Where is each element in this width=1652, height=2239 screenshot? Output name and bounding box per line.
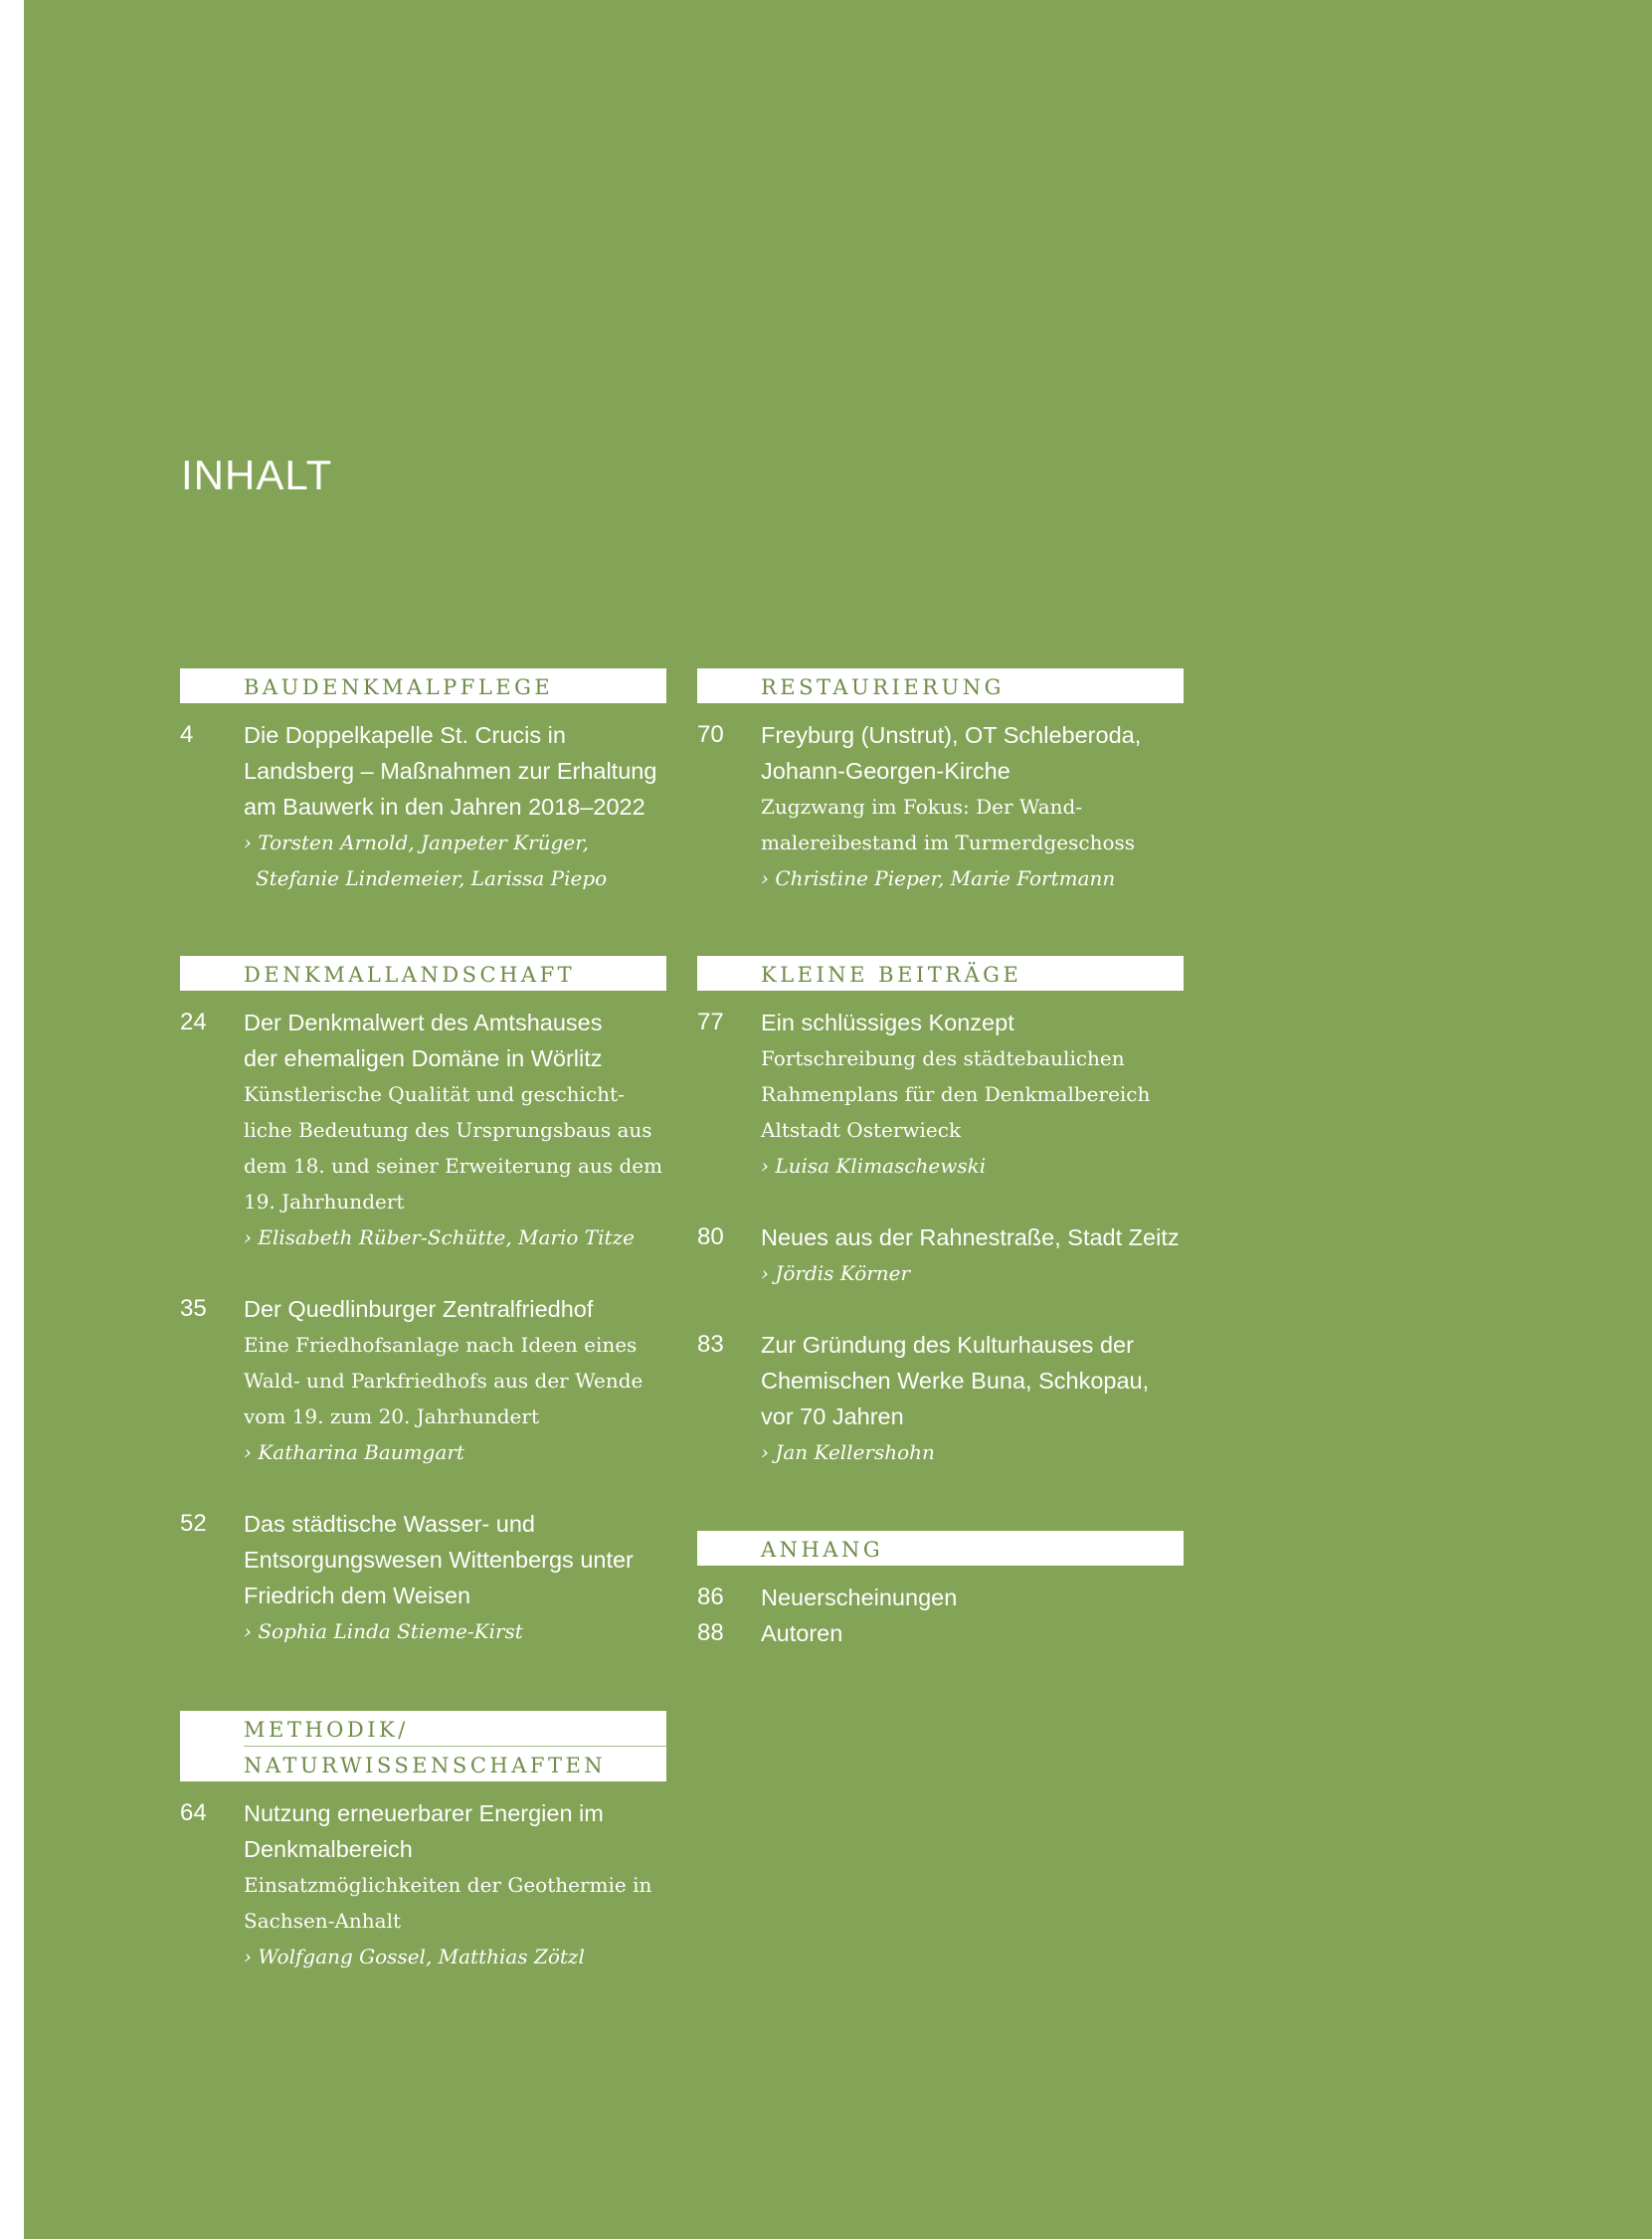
entry-title-line: Die Doppelkapelle St. Crucis in [244, 722, 566, 748]
entry-title-line: Entsorgungswesen Wittenbergs unter [244, 1547, 634, 1573]
toc-section [697, 668, 1184, 896]
page-title: INHALT [181, 452, 333, 498]
entry-author-line: › Luisa Klimaschewski [761, 1154, 987, 1178]
page [24, 0, 1652, 2239]
entry-title-line: Autoren [761, 1620, 843, 1646]
entry-subtitle-line: malereibestand im Turmerdgeschoss [761, 831, 1136, 854]
section-heading-line: METHODIK/ [244, 1718, 409, 1742]
entry-subtitle-line: Einsatzmöglichkeiten der Geothermie in [244, 1873, 652, 1897]
entry-author-line: › Elisabeth Rüber-Schütte, Mario Titze [244, 1225, 635, 1249]
entry-title-line: Zur Gründung des Kulturhauses der [761, 1332, 1134, 1358]
entry-title-line: Landsberg – Maßnahmen zur Erhaltung [244, 758, 657, 784]
entry-subtitle-line: 19. Jahrhundert [244, 1190, 405, 1213]
entry-author-line: › Jan Kellershohn [761, 1440, 935, 1464]
toc-section [697, 1531, 1184, 1651]
toc-section [180, 1711, 666, 1974]
entry-title-line: Johann-Georgen-Kirche [761, 758, 1010, 784]
entry-subtitle-line: vom 19. zum 20. Jahrhundert [244, 1404, 539, 1428]
entry-subtitle-line: Eine Friedhofsanlage nach Ideen eines [244, 1333, 638, 1357]
entry-title-line: vor 70 Jahren [761, 1403, 904, 1429]
entry-author-line: › Wolfgang Gossel, Matthias Zötzl [244, 1945, 585, 1968]
entry-title-line: der ehemaligen Domäne in Wörlitz [244, 1045, 603, 1071]
entry-author-line: › Katharina Baumgart [244, 1440, 464, 1464]
toc-section [180, 956, 666, 1649]
entry-subtitle-line: Altstadt Osterwieck [761, 1118, 962, 1142]
entry-title-line: Ein schlüssiges Konzept [761, 1010, 1014, 1035]
section-heading [697, 956, 1184, 991]
page-number: 88 [697, 1619, 724, 1646]
entry-title-line: Der Denkmalwert des Amtshauses [244, 1010, 603, 1035]
entry-title-line: Friedrich dem Weisen [244, 1583, 471, 1608]
entry-title-line: Chemischen Werke Buna, Schkopau, [761, 1368, 1150, 1394]
entry-title-line: Freyburg (Unstrut), OT Schleberoda, [761, 722, 1142, 748]
toc-entry[interactable] [180, 1506, 666, 1649]
entry-subtitle-line: Fortschreibung des städtebaulichen [761, 1046, 1125, 1070]
entry-title-line: Denkmalbereich [244, 1836, 413, 1862]
toc-section [180, 668, 666, 896]
page-number: 24 [180, 1009, 207, 1035]
entry-subtitle-line: Wald- und Parkfriedhofs aus der Wende [244, 1369, 643, 1393]
entry-subtitle-line: Zugzwang im Fokus: Der Wand- [761, 795, 1083, 819]
entry-author-line: Stefanie Lindemeier, Larissa Piepo [256, 866, 608, 890]
section-heading-line: KLEINE BEITRÄGE [761, 963, 1022, 987]
entry-title-line: Das städtische Wasser- und [244, 1511, 535, 1537]
entry-author-line: › Sophia Linda Stieme-Kirst [244, 1619, 523, 1643]
entry-title-line: am Bauwerk in den Jahren 2018–2022 [244, 794, 645, 820]
entry-subtitle-line: dem 18. und seiner Erweiterung aus dem [244, 1154, 663, 1178]
entry-title-line: Der Quedlinburger Zentralfriedhof [244, 1296, 594, 1322]
page-number: 86 [697, 1584, 724, 1610]
entry-subtitle-line: Künstlerische Qualität und geschicht- [244, 1082, 625, 1106]
toc-entry[interactable] [180, 717, 666, 896]
section-heading [697, 1531, 1184, 1566]
toc-entry[interactable] [180, 1005, 666, 1255]
toc-entry[interactable] [697, 1219, 1184, 1291]
section-heading-line: ANHANG [761, 1538, 884, 1562]
entry-title-line: Neues aus der Rahnestraße, Stadt Zeitz [761, 1224, 1180, 1250]
section-heading-line: RESTAURIERUNG [761, 675, 1005, 699]
page-number: 52 [180, 1510, 207, 1537]
toc-entry[interactable] [180, 1795, 666, 1974]
section-heading-line: DENKMALLANDSCHAFT [244, 963, 576, 987]
section-heading-line: BAUDENKMALPFLEGE [244, 675, 554, 699]
entry-author-line: › Jördis Körner [761, 1261, 911, 1285]
page-number: 70 [697, 721, 724, 748]
entry-subtitle-line: liche Bedeutung des Ursprungsbaus aus [244, 1118, 652, 1142]
page-number: 64 [180, 1799, 207, 1826]
entry-subtitle-line: Rahmenplans für den Denkmalbereich [761, 1082, 1151, 1106]
section-heading [180, 668, 666, 703]
entry-author-line: › Torsten Arnold, Janpeter Krüger, [244, 831, 589, 854]
toc-entry[interactable] [697, 1005, 1184, 1184]
page-number: 35 [180, 1295, 207, 1322]
toc-entry[interactable] [180, 1291, 666, 1470]
toc-entry[interactable] [697, 1580, 1184, 1615]
section-heading [697, 668, 1184, 703]
page-number: 77 [697, 1009, 724, 1035]
section-heading [180, 956, 666, 991]
page-number: 83 [697, 1331, 724, 1358]
toc-entry[interactable] [697, 1615, 1184, 1651]
page-number: 80 [697, 1223, 724, 1250]
toc-section [697, 956, 1184, 1470]
section-heading-line: NATURWISSENSCHAFTEN [244, 1746, 666, 1781]
entry-author-line: › Christine Pieper, Marie Fortmann [761, 866, 1116, 890]
toc-entry[interactable] [697, 1327, 1184, 1470]
page-number: 4 [180, 721, 194, 748]
toc-entry[interactable] [697, 717, 1184, 896]
entry-title-line: Neuerscheinungen [761, 1585, 958, 1610]
section-heading [180, 1711, 666, 1781]
entry-title-line: Nutzung erneuerbarer Energien im [244, 1800, 604, 1826]
entry-subtitle-line: Sachsen-Anhalt [244, 1909, 402, 1933]
